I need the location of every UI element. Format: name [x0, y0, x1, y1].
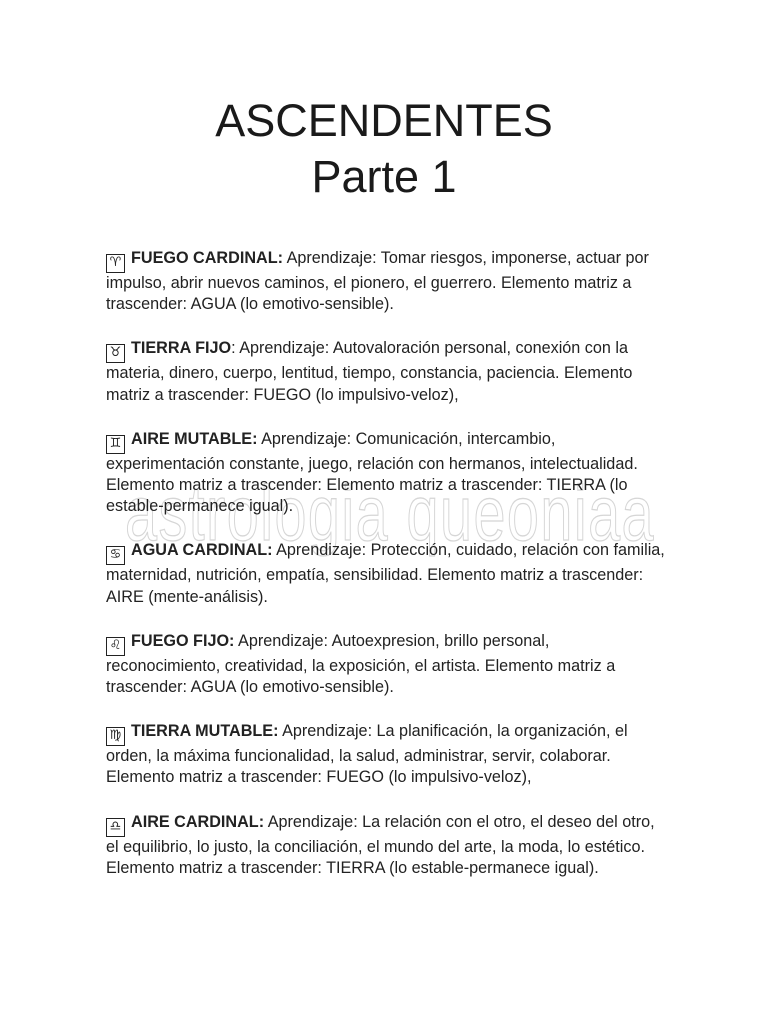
entry-gemini	[106, 429, 666, 518]
leo-icon: ♌	[106, 637, 125, 656]
entry-text: Aprendizaje: Autoexpresion, brillo personal, reconocimiento, creatividad, la exposición, el artista. Elemento matriz a trascender: AGUA (lo emotivo-sensible).	[106, 631, 616, 697]
page-title	[0, 93, 768, 205]
entry-cancer	[106, 540, 666, 607]
entry-label: TIERRA FIJO	[131, 339, 232, 358]
entry-label: AIRE CARDINAL:	[131, 812, 265, 831]
gemini-icon: ♊	[106, 435, 125, 454]
entry-label: FUEGO FIJO:	[131, 631, 235, 650]
entry-label: AGUA CARDINAL:	[131, 541, 273, 560]
entry-libra	[106, 812, 666, 879]
entry-text: Aprendizaje: Tomar riesgos, imponerse, actuar por impulso, abrir nuevos caminos, el pionero, el guerrero. Elemento matriz a trascender: AGUA (lo emotivo-sensible).	[106, 249, 649, 314]
cancer-icon: ♋	[106, 546, 125, 565]
svg-text:astrologia queoniaa: astrologia queoniaa	[125, 470, 655, 557]
entry-label: FUEGO CARDINAL:	[131, 249, 283, 267]
entry-label: AIRE MUTABLE:	[131, 429, 258, 448]
entry-aries	[106, 248, 666, 315]
virgo-icon: ♍	[106, 727, 125, 746]
title-line-1: ASCENDENTES	[215, 95, 553, 146]
entry-text: Aprendizaje: Comunicación, intercambio, experimentación constante, juego, relación con hermanos, intelectualidad. Elemento matriz a trascender: Elemento matriz a trascender: TIERRA (lo estable-permanece igual).	[106, 429, 638, 516]
entry-text: Aprendizaje: La planificación, la organización, el orden, la máxima funcionalidad, la salud, administrar, servir, colaborar. Elemento matriz a trascender: FUEGO (lo impulsivo-veloz),	[106, 722, 628, 787]
entry-virgo	[106, 721, 666, 788]
entry-leo	[106, 631, 666, 698]
libra-icon: ♎	[106, 818, 125, 837]
entry-text: Aprendizaje: La relación con el otro, el deseo del otro, el equilibrio, lo justo, la conciliación, el mundo del arte, la moda, lo estético. Elemento matriz a trascender: TIERRA (lo estable-permanece igual).	[106, 812, 655, 877]
entry-taurus	[106, 338, 666, 405]
aries-icon: ♈	[106, 254, 125, 273]
entry-label: TIERRA MUTABLE:	[131, 722, 279, 741]
entry-text: Aprendizaje: Protección, cuidado, relación con familia, maternidad, nutrición, empatía, sensibilidad. Elemento matriz a trascender: AIRE (mente-análisis).	[106, 541, 665, 606]
entry-text: : Aprendizaje: Autovaloración personal, conexión con la materia, dinero, cuerpo, lentitud, tiempo, constancia, paciencia. Elemento matriz a trascender: FUEGO (lo impulsivo-veloz),	[106, 339, 633, 404]
title-line-2: Parte 1	[311, 151, 457, 202]
entries-list	[106, 248, 666, 902]
taurus-icon: ♉	[106, 344, 125, 363]
